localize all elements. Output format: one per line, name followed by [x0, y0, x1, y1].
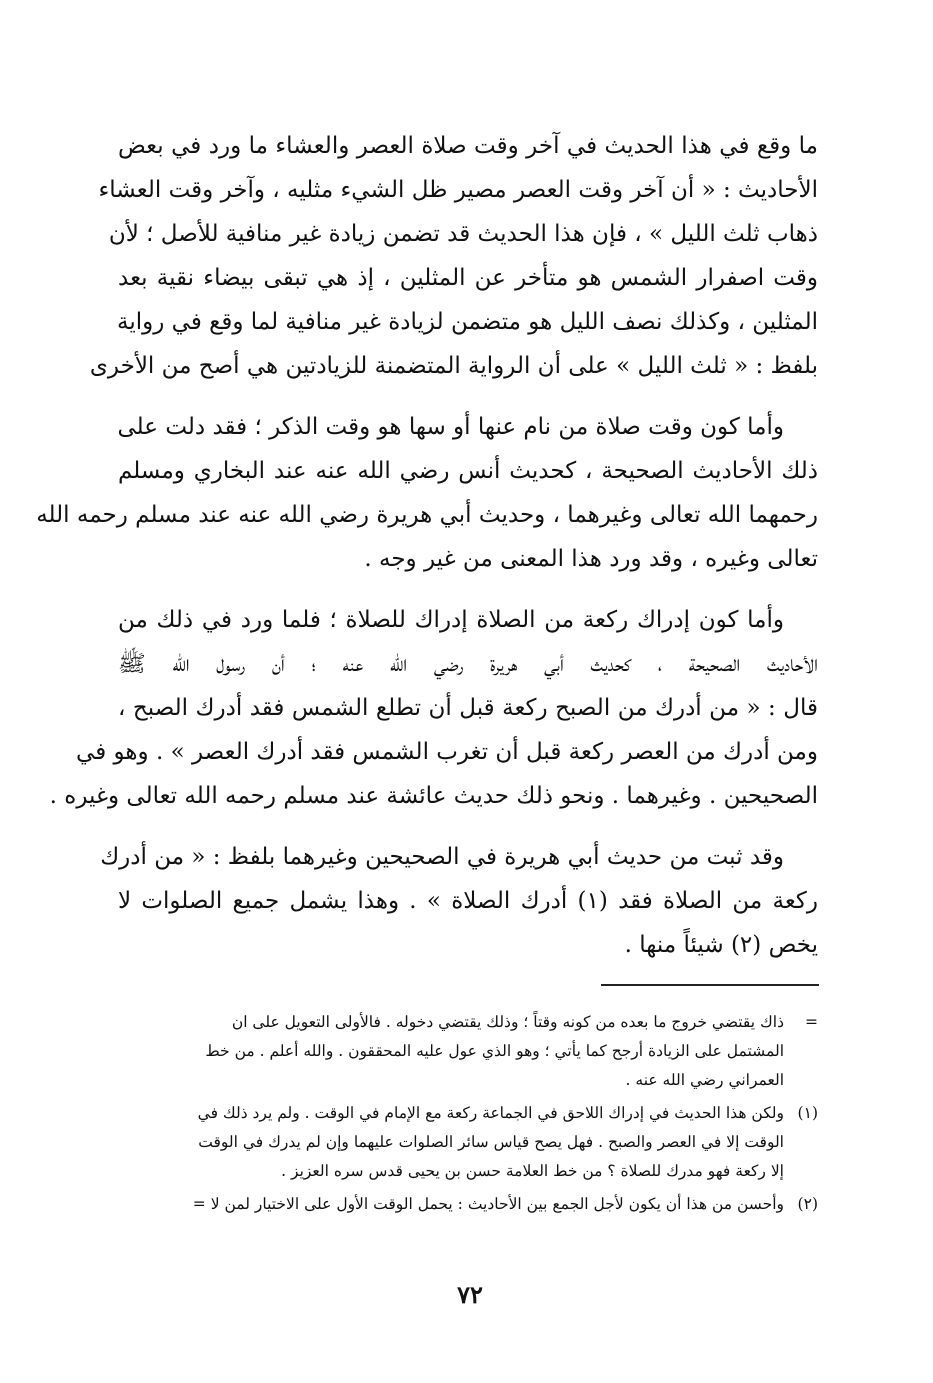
text-line: ذلك الأحاديث الصحيحة ، كحديث أنس رضي الله عنه عند البخاري ومسلم [118, 458, 818, 484]
footnote-line: إلا ركعة فهو مدرك للصلاة ؟ من خط العلامة حسن بن يحيى قدس سره العزيز . [281, 1162, 784, 1180]
text-line: وقت اصفرار الشمس هو متأخر عن المثلين ، إذ هي تبقى بيضاء نقية بعد [118, 265, 818, 291]
footnote-marker: = [805, 1013, 818, 1031]
footnote-line: المشتمل على الزيادة أرجح كما يأتي ؛ وهو الذي عول عليه المحققون . والله أعلم . من خط [205, 1042, 784, 1060]
footnote-line: ذاك يقتضي خروج ما بعده من كونه وقتاً ؛ وذلك يقتضي دخوله . فالأولى التعويل على ان [231, 1013, 784, 1031]
paragraph [89, 124, 818, 388]
text-line: وأما كون وقت صلاة من نام عنها أو سها هو وقت الذكر ؛ فقد دلت على [117, 414, 784, 440]
footnote [110, 1190, 818, 1219]
footnote-text [110, 1099, 784, 1186]
footnote-text [110, 1008, 784, 1095]
footnote-line: وأحسن من هذا أن يكون لأجل الجمع بين الأحاديث : يحمل الوقت الأول على الاختيار لمن لا = [192, 1195, 784, 1213]
text-line: الأحاديث الصحيحة ، كحديث أبي هريرة رضي الله عنه ؛ أن رسول الله ﷺ [118, 651, 818, 677]
text-line: ركعة من الصلاة فقد (١) أدرك الصلاة » . وهذا يشمل جميع الصلوات لا [118, 888, 818, 914]
paragraph [36, 405, 818, 581]
text-line: رحمهما الله تعالى وغيرهما ، وحديث أبي هريرة رضي الله عنه عند مسلم رحمه الله [36, 502, 818, 528]
text-line: وأما كون إدراك ركعة من الصلاة إدراك للصلاة ؛ فلما ورد في ذلك من [118, 607, 784, 633]
page-number: ٧٢ [457, 1280, 483, 1309]
text-line: ما وقع في هذا الحديث في آخر وقت صلاة العصر والعشاء ما ورد في بعض [118, 133, 818, 159]
footnote-line: العمراني رضي الله عنه . [625, 1071, 784, 1089]
footnote-text [110, 1190, 784, 1219]
text-line: قال : « من أدرك من الصبح ركعة قبل أن تطلع الشمس فقد أدرك الصبح ، [118, 695, 818, 721]
text-line: ذهاب ثلث الليل » ، فإن هذا الحديث قد تضمن زيادة غير منافية للأصل ؛ لأن [108, 221, 818, 247]
text-line: وقد ثبت من حديث أبي هريرة في الصحيحين وغيرهما بلفظ : « من أدرك [100, 844, 784, 870]
footnotes [110, 1008, 818, 1223]
footnote-marker: (٢) [797, 1195, 818, 1213]
paragraph [100, 835, 818, 967]
text-line: الصحيحين . وغيرهما . ونحو ذلك حديث عائشة عند مسلم رحمه الله تعالى وغيره . [49, 783, 818, 809]
text-line: المثلين ، وكذلك نصف الليل هو متضمن لزيادة غير منافية لما وقع في رواية [117, 309, 818, 335]
footnote [110, 1099, 818, 1186]
text-line: تعالى وغيره ، وقد ورد هذا المعنى من غير وجه . [364, 546, 818, 572]
main-text [36, 124, 818, 984]
footnote-marker: (١) [797, 1104, 818, 1122]
footnote-separator [601, 984, 819, 986]
footnote-line: ولكن هذا الحديث في إدراك اللاحق في الجماعة ركعة مع الإمام في الوقت . ولم يرد ذلك في [197, 1104, 784, 1122]
text-line: يخص (٢) شيئاً منها . [624, 932, 818, 958]
text-line: بلفظ : « ثلث الليل » على أن الرواية المتضمنة للزيادتين هي أصح من الأخرى [89, 353, 818, 379]
footnote [110, 1008, 818, 1095]
text-line: الأحاديث : « أن آخر وقت العصر مصير ظل الشيء مثليه ، وآخر وقت العشاء [98, 177, 818, 203]
text-line: ومن أدرك من العصر ركعة قبل أن تغرب الشمس فقد أدرك العصر » . وهو في [76, 739, 818, 765]
paragraph [49, 598, 818, 818]
footnote-line: الوقت إلا في العصر والصبح . فهل يصح قياس سائر الصلوات عليهما وإن لم يدرك في الوقت [198, 1133, 784, 1151]
